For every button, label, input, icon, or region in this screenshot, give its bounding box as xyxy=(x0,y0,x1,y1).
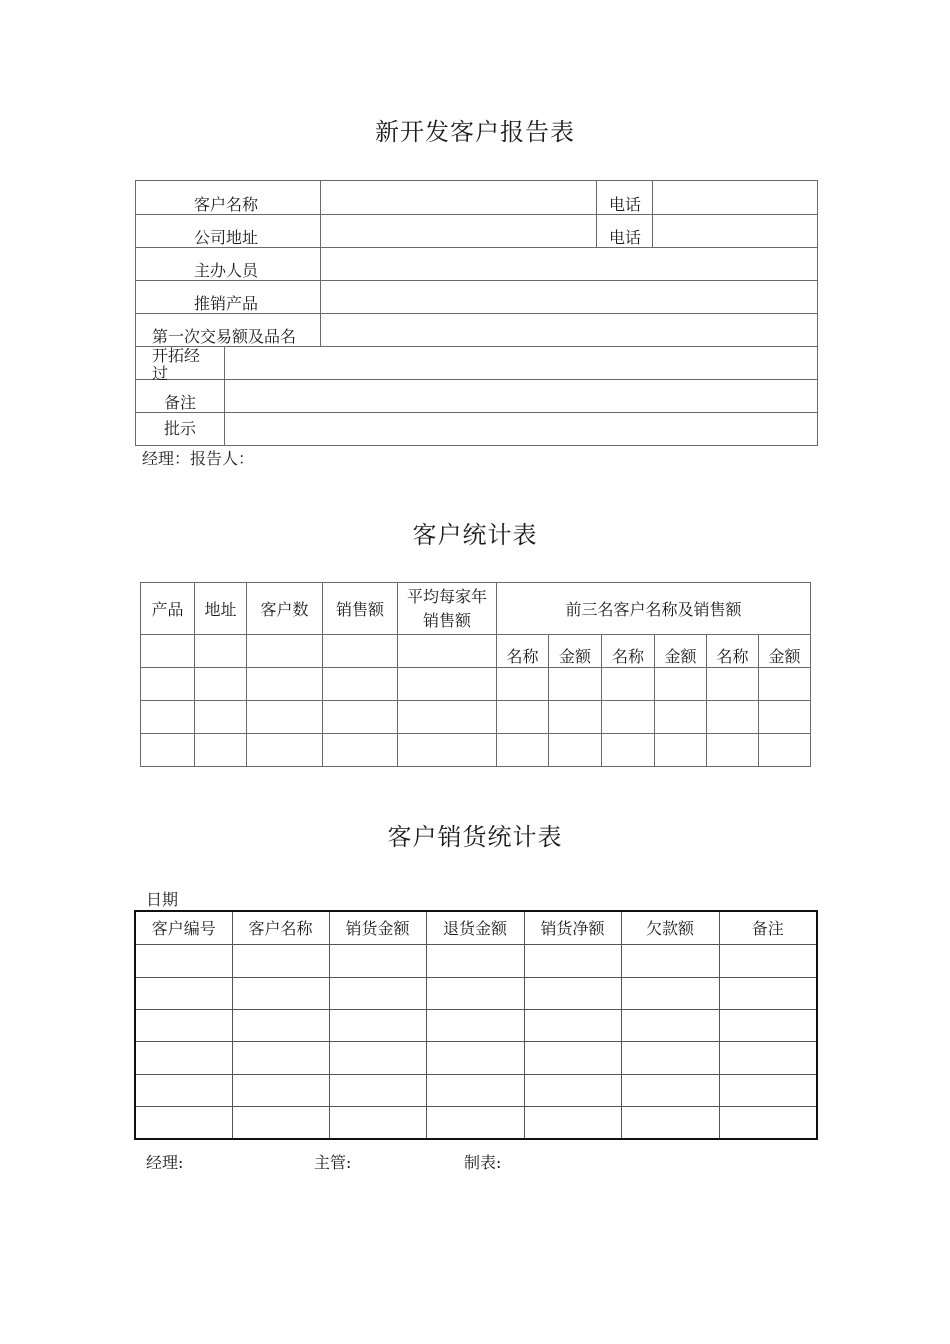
table-row xyxy=(141,734,811,767)
stats-cell[interactable] xyxy=(195,635,247,668)
table-row xyxy=(141,701,811,734)
stats-sub-amount-2: 金额 xyxy=(655,635,707,668)
customer-name-value[interactable] xyxy=(321,181,597,215)
sales-date-label-clip xyxy=(146,890,206,909)
instructions-label-cell xyxy=(136,413,225,446)
stats-cell[interactable] xyxy=(141,635,195,668)
table-row xyxy=(135,1074,817,1106)
sales-header-customer-id: 客户编号 xyxy=(135,911,232,944)
company-address-label-cell xyxy=(136,215,321,248)
first-deal-value[interactable] xyxy=(321,314,818,347)
report-footer: 经理：报告人： xyxy=(142,449,255,468)
customer-sales-table xyxy=(134,910,818,1140)
stats-sub-name-3: 名称 xyxy=(707,635,759,668)
stats-header-top3: 前三名客户名称及销售额 xyxy=(497,583,811,635)
new-customer-report-table xyxy=(135,180,818,446)
table-row xyxy=(141,668,811,701)
instructions-value[interactable] xyxy=(225,413,818,446)
development-process-label-cell xyxy=(136,346,225,383)
sales-date-label: 日期 xyxy=(146,890,179,909)
promoted-product-label-cell xyxy=(136,281,321,314)
stats-sub-name-2: 名称 xyxy=(602,635,655,668)
phone1-value[interactable] xyxy=(653,181,818,215)
handler-label: 主办人员 xyxy=(194,261,259,280)
report-title: 新开发客户报告表 xyxy=(375,118,575,146)
table-row xyxy=(135,1041,817,1074)
handler-value[interactable] xyxy=(321,248,818,281)
development-process-value[interactable] xyxy=(225,347,818,380)
stats-sub-amount-1: 金额 xyxy=(549,635,602,668)
promoted-product-value[interactable] xyxy=(321,281,818,314)
sales-title: 客户销货统计表 xyxy=(387,823,563,851)
stats-sub-amount-3: 金额 xyxy=(759,635,811,668)
stats-cell[interactable] xyxy=(398,635,497,668)
phone2-label: 电话 xyxy=(609,228,642,247)
sales-header-remarks: 备注 xyxy=(719,911,817,944)
sales-footer xyxy=(146,1150,746,1172)
remarks-label-cell xyxy=(136,380,225,413)
customer-name-label-cell xyxy=(136,181,321,215)
sales-header-arrears: 欠款额 xyxy=(621,911,719,944)
instructions-label: 批示 xyxy=(164,419,197,438)
sales-footer-manager: 经理: xyxy=(146,1153,184,1172)
stats-cell[interactable] xyxy=(323,635,398,668)
stats-title: 客户统计表 xyxy=(412,521,538,549)
handler-label-cell xyxy=(136,248,321,281)
phone2-label-cell xyxy=(597,215,653,248)
phone1-label-cell xyxy=(597,181,653,215)
table-row xyxy=(135,1009,817,1041)
stats-header-address: 地址 xyxy=(195,583,247,635)
customer-stats-table xyxy=(140,582,811,767)
first-deal-label: 第一次交易额及品名 xyxy=(152,327,297,346)
development-process-label: 开拓经过 xyxy=(152,346,201,383)
sales-header-return-amount: 退货金额 xyxy=(426,911,524,944)
sales-header-net-sales: 销货净额 xyxy=(524,911,621,944)
remarks-value[interactable] xyxy=(225,380,818,413)
sales-footer-supervisor: 主管: xyxy=(314,1153,352,1172)
table-row xyxy=(135,977,817,1009)
sales-header-sales-amount: 销货金额 xyxy=(329,911,426,944)
company-address-value[interactable] xyxy=(321,215,597,248)
stats-header-customer-count: 客户数 xyxy=(247,583,323,635)
stats-header-avg-sales-text: 平均每家年销售额 xyxy=(406,586,487,630)
stats-cell[interactable] xyxy=(247,635,323,668)
company-address-label: 公司地址 xyxy=(194,228,259,247)
stats-header-avg-sales xyxy=(398,583,497,635)
phone2-value[interactable] xyxy=(653,215,818,248)
sales-header-customer-name: 客户名称 xyxy=(232,911,329,944)
phone1-label: 电话 xyxy=(609,195,642,214)
table-row xyxy=(135,944,817,977)
table-row xyxy=(135,1106,817,1139)
remarks-label: 备注 xyxy=(164,393,197,412)
stats-sub-name-1: 名称 xyxy=(497,635,549,668)
stats-header-sales: 销售额 xyxy=(323,583,398,635)
promoted-product-label: 推销产品 xyxy=(194,294,259,313)
sales-footer-preparer: 制表: xyxy=(464,1153,502,1172)
first-deal-label-cell xyxy=(136,314,321,347)
stats-header-product: 产品 xyxy=(141,583,195,635)
customer-name-label: 客户名称 xyxy=(194,195,259,214)
